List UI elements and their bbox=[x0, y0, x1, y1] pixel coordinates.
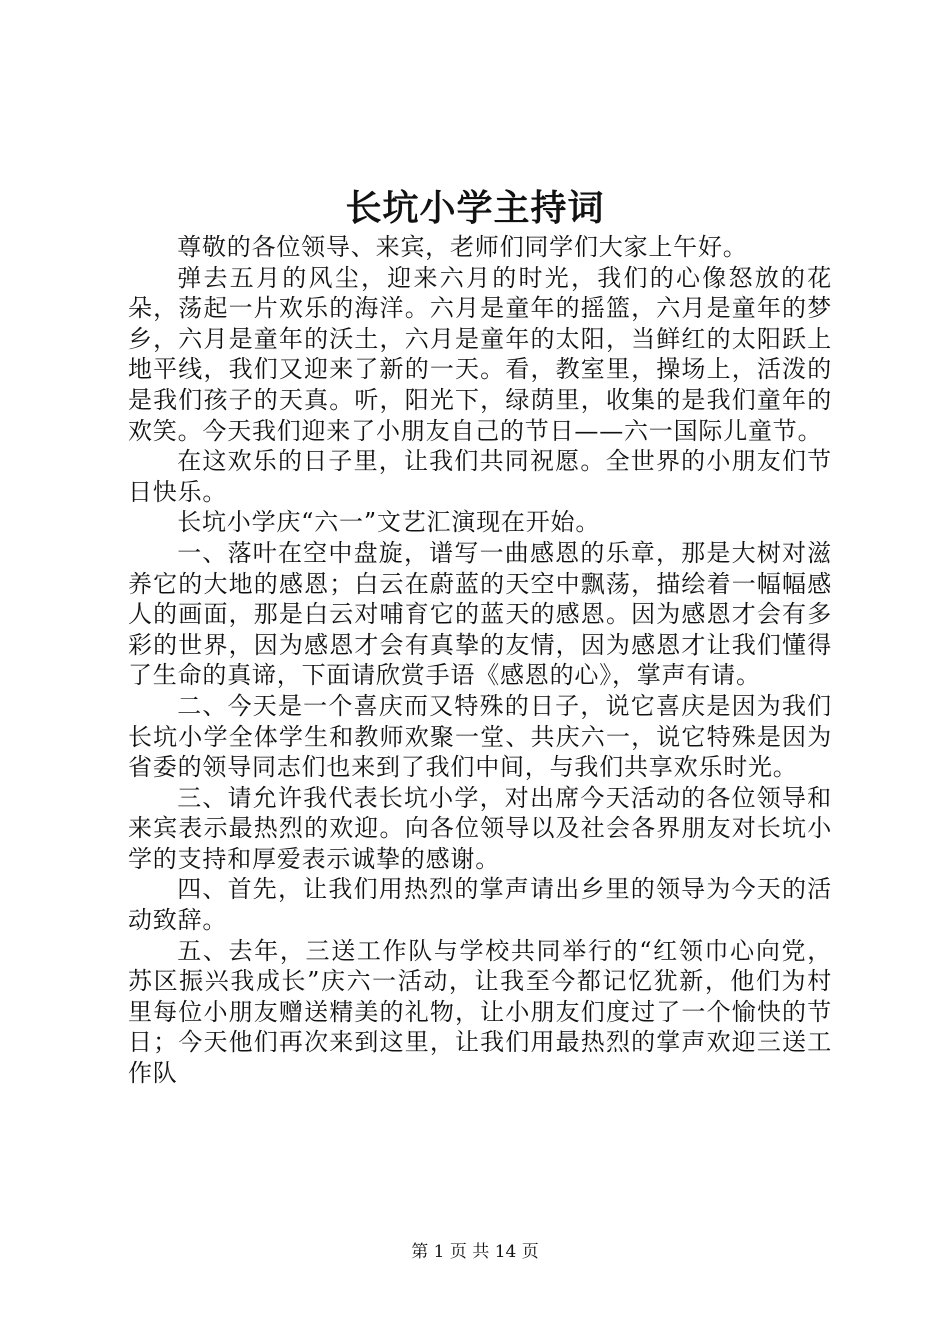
paragraph-opening: 长坑小学庆“六一”文艺汇演现在开始。 bbox=[177, 508, 601, 537]
paragraph-item-2: 二、今天是一个喜庆而又特殊的日子，说它喜庆是因为我们长坑小学全体学生和教师欢聚一堂、共庆六一，说它特殊是因为省委的领导同志们也来到了我们中间，与我们共享欢乐时光。 bbox=[128, 691, 832, 782]
paragraph-item-1: 一、落叶在空中盘旋，谱写一曲感恩的乐章，那是大树对滋养它的大地的感恩；白云在蔚蓝的天空中飘荡，描绘着一幅幅感人的画面，那是白云对哺育它的蓝天的感恩。因为感恩才会有多彩的世界，因为感恩才会有真挚的友情，因为感恩才让我们懂得了生命的真谛，下面请欣赏手语《感恩的心》，掌声有请。 bbox=[128, 538, 832, 690]
document-body bbox=[128, 232, 832, 1089]
paragraph-item-5: 五、去年，三送工作队与学校共同举行的“红领巾心向党，苏区振兴我成长”庆六一活动，让我至今都记忆犹新，他们为村里每位小朋友赠送精美的礼物，让小朋友们度过了一个愉快的节日；今天他们再次来到这里，让我们用最热烈的掌声欢迎三送工作队 bbox=[128, 936, 832, 1088]
paragraph-wishes: 在这欢乐的日子里，让我们共同祝愿。全世界的小朋友们节日快乐。 bbox=[128, 447, 832, 506]
paragraph-june-intro: 弹去五月的风尘，迎来六月的时光，我们的心像怒放的花朵，荡起一片欢乐的海洋。六月是童年的摇篮，六月是童年的梦乡，六月是童年的沃土，六月是童年的太阳，当鲜红的太阳跃上地平线，我们又迎来了新的一天。看，教室里，操场上，活泼的是我们孩子的天真。听，阳光下，绿荫里，收集的是我们童年的欢笑。今天我们迎来了小朋友自己的节日——六一国际儿童节。 bbox=[128, 263, 832, 445]
page-number: 第 1 页 共 14 页 bbox=[411, 1242, 539, 1262]
paragraph-greeting: 尊敬的各位领导、来宾，老师们同学们大家上午好。 bbox=[177, 233, 748, 261]
paragraph-item-3: 三、请允许我代表长坑小学，对出席今天活动的各位领导和来宾表示最热烈的欢迎。向各位领导以及社会各界朋友对长坑小学的支持和厚爱表示诚挚的感谢。 bbox=[128, 783, 832, 873]
document-title: 长坑小学主持词 bbox=[345, 187, 605, 229]
paragraph-item-4: 四、首先，让我们用热烈的掌声请出乡里的领导为今天的活动致辞。 bbox=[128, 875, 832, 935]
